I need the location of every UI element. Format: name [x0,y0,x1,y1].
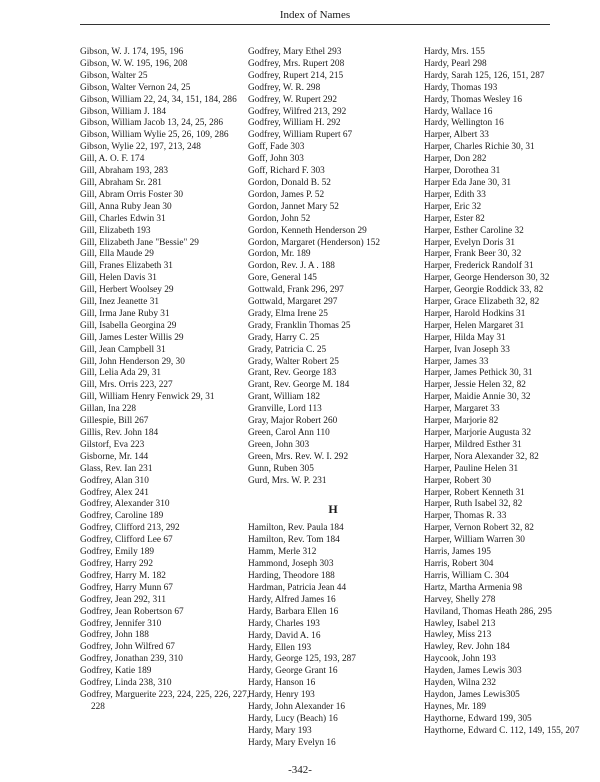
index-entry: Gordon, Margaret (Henderson) 152 [248,237,381,248]
header-rule [80,24,550,25]
index-entry: Harper, Mildred Esther 31 [424,439,522,450]
index-entry: Harper, Ester 82 [424,213,485,224]
index-column-1 [80,47,250,714]
index-entry: Granville, Lord 113 [248,404,322,415]
index-entry: Harper, George Henderson 30, 32 [424,273,550,284]
index-entry: Godfrey, Harry Munn 67 [80,582,173,593]
index-entry: Gibson, Walter Vernon 24, 25 [80,82,191,93]
index-entry: Gill, Ella Maude 29 [80,249,154,260]
index-entry: Harvey, Shelly 278 [424,594,496,605]
index-entry: Godfrey, Katie 189 [80,666,152,677]
index-entry: Harper, Helen Margaret 31 [424,320,525,331]
index-entry: Gore, General 145 [248,273,317,284]
index-entry: Godfrey, Rupert 214, 215 [248,70,344,81]
index-entry: Gibson, Wylie 22, 197, 213, 248 [80,142,201,153]
index-entry: Grady, Walter Robert 25 [248,356,339,367]
index-entry: Godfrey, William Rupert 67 [248,130,353,141]
index-entry: Harper, Nora Alexander 32, 82 [424,451,539,462]
index-entry: Godfrey, Jean Robertson 67 [80,606,184,617]
index-entry: Haviland, Thomas Heath 286, 295 [424,606,552,617]
index-entry: Glass, Rev. Ian 231 [80,463,153,474]
index-entry: Harper, Evelyn Doris 31 [424,237,516,248]
index-entry: Haycook, John 193 [424,654,497,665]
index-entry: Godfrey, Jean 292, 311 [80,594,167,605]
index-entry: Hardy, Sarah 125, 126, 151, 287 [424,70,545,81]
index-entry: Harper, Jessie Helen 32, 82 [424,380,526,391]
index-entry: Gunn, Ruben 305 [248,463,314,474]
index-entry: Gill, Irma Jane Ruby 31 [80,308,170,319]
index-entry: Godfrey, Clifford 213, 292 [80,523,180,534]
index-entry: Green, Carol Ann 110 [248,428,330,438]
index-entry: Gibson, William J. 184 [80,106,166,117]
index-entry: Hamilton, Rev. Tom 184 [248,535,340,546]
index-entry: Harper, Ivan Joseph 33 [424,344,510,355]
index-entry: Gill, Herbert Woolsey 29 [80,285,174,296]
index-entry: Harper, Vernon Robert 32, 82 [424,523,534,534]
index-column-2 [248,47,418,750]
index-entry: Godfrey, Marguerite 223, 224, 225, 226, 227, 228 [80,689,250,712]
index-entry: Gordon, John 52 [248,213,311,224]
index-entry: Hardy, George Grant 16 [248,666,338,677]
index-entry: Hardy, Mary 193 [248,725,312,736]
index-entry: Gill, A. O. F. 174 [80,154,145,165]
index-entry: Grant, William 182 [248,392,321,403]
index-entry: Gottwald, Frank 296, 297 [248,285,344,296]
index-entry: Harper, Frederick Randolf 31 [424,261,534,272]
index-entry: Gill, Isabella Georgina 29 [80,320,177,331]
index-entry: Harris, Robert 304 [424,558,494,569]
index-entry: Godfrey, Caroline 189 [80,511,164,522]
index-entry: Harris, William C. 304 [424,570,509,581]
index-entry: Hardy, John Alexander 16 [248,702,345,713]
index-entry: Hartz, Martha Armenia 98 [424,582,523,593]
index-entry: Harper, Edith 33 [424,189,486,200]
index-entry: Hardy, Alfred James 16 [248,594,336,605]
index-entry: Godfrey, William H. 292 [248,118,341,129]
index-entry: Hamm, Merle 312 [248,547,317,558]
index-entry: Gill, William Henry Fenwick 29, 31 [80,392,215,403]
index-entry: Gill, Inez Jeanette 31 [80,297,159,308]
index-entry: Gisborne, Mr. 144 [80,451,149,462]
index-entry: Hammond, Joseph 303 [248,559,334,570]
index-entry: Godfrey, Emily 189 [80,547,155,558]
index-entry: Harper, Margaret 33 [424,404,500,415]
index-entry: Hardy, Henry 193 [248,690,315,701]
index-entry: Harper Eda Jane 30, 31 [424,177,511,188]
index-entry: Gill, Anna Ruby Jean 30 [80,201,172,212]
index-entry: Green, John 303 [248,439,310,450]
index-entry: Hardy, Thomas Wesley 16 [424,94,522,105]
index-entry: Harper, Dorothea 31 [424,166,501,177]
index-entry: Godfrey, W. Rupert 292 [248,94,337,105]
index-entry: Gibson, William Jacob 13, 24, 25, 286 [80,118,224,129]
index-entry: Harper, Marjorie Augusta 32 [424,428,532,438]
index-entry: Godfrey, Clifford Lee 67 [80,535,173,546]
index-entry: Haythorne, Edward 199, 305 [424,713,532,724]
index-entry: Harper, Hilda May 31 [424,332,506,343]
index-entry: Harper, Don 282 [424,154,487,165]
index-entry: Hardy, Lucy (Beach) 16 [248,713,338,724]
index-entry: Harper, Esther Caroline 32 [424,225,524,236]
index-entry: Harper, Maidie Annie 30, 32 [424,392,531,403]
index-entry: Godfrey, W. R. 298 [248,82,321,93]
index-entry: Gibson, William Wylie 25, 26, 109, 286 [80,130,229,141]
index-entry: Hawley, Rev. John 184 [424,642,510,653]
index-entry: Hardy, Wellington 16 [424,118,504,129]
index-entry: Gill, Elizabeth 193 [80,225,151,236]
index-entry: Hawley, Miss 213 [424,630,492,641]
index-entry: Grant, Rev. George M. 184 [248,380,350,391]
index-entry: Goff, John 303 [248,154,304,165]
index-entry: Hardy, Barbara Ellen 16 [248,606,339,617]
index-entry: Hardy, David A. 16 [248,630,321,641]
index-entry: Grady, Patricia C. 25 [248,344,327,355]
index-entry: Harper, Charles Richie 30, 31 [424,142,535,153]
index-entry: Harper, Marjorie 82 [424,416,499,427]
index-entry: Godfrey, Harry M. 182 [80,570,166,581]
index-entry: Harper, Georgie Roddick 33, 82 [424,285,544,296]
index-entry: Godfrey, Jonathan 239, 310 [80,654,183,665]
index-entry: Harper, William Warren 30 [424,535,525,546]
index-entry: Godfrey, Wilfred 213, 292 [248,106,347,117]
index-entry: Harper, Robert Kenneth 31 [424,487,525,498]
index-entry: Hardy, Thomas 193 [424,82,498,93]
index-entry: Gordon, Rev. J. A . 188 [248,261,335,272]
index-entry: Hardy, Wallace 16 [424,106,493,117]
index-entry: Grady, Harry C. 25 [248,332,320,343]
index-entry: Harper, Pauline Helen 31 [424,463,519,474]
index-entry: Godfrey, Alexander 310 [80,499,170,510]
index-entry: Gordon, James P. 52 [248,189,325,200]
index-entry: Godfrey, Alex 241 [80,487,149,498]
index-entry: Gill, Lelia Ada 29, 31 [80,368,162,379]
index-entry: Hayden, Wilna 232 [424,678,497,689]
index-entry: Hardy, Charles 193 [248,618,320,629]
index-entry: Hardman, Patricia Jean 44 [248,582,347,593]
index-entry: Gray, Major Robert 260 [248,416,338,427]
index-entry: Hardy, Ellen 193 [248,642,312,653]
index-entry: Gill, Mrs. Orris 223, 227 [80,380,173,391]
section-letter: H [328,501,338,516]
index-entry: Gibson, W. W. 195, 196, 208 [80,58,188,69]
index-entry: Gillan, Ina 228 [80,404,137,415]
index-entry: Harper, Harold Hodkins 31 [424,308,526,319]
page-header: Index of Names [279,9,351,21]
index-entry: Gill, Abraham 193, 283 [80,166,169,177]
index-entry: Haynes, Mr. 189 [424,701,486,712]
index-entry: Hardy, Hanson 16 [248,678,316,689]
index-entry: Gill, Jean Campbell 31 [80,344,166,355]
index-entry: Gibson, W. J. 174, 195, 196 [80,47,184,57]
index-entry: Harper, Grace Elizabeth 32, 82 [424,297,540,308]
index-entry: Gurd, Mrs. W. P. 231 [248,475,327,486]
index-entry: Grady, Elma Irene 25 [248,308,328,319]
index-entry: Godfrey, Alan 310 [80,475,149,486]
index-entry: Gordon, Donald B. 52 [248,177,331,188]
index-entry: Harper, Ruth Isabel 32, 82 [424,499,523,510]
index-entry: Harper, Thomas R. 33 [424,511,507,522]
index-entry: Grady, Franklin Thomas 25 [248,320,351,331]
index-entry: Godfrey, John 188 [80,630,149,641]
index-entry: Hardy, Pearl 298 [424,58,487,69]
index-entry: Gill, James Lester Willis 29 [80,332,184,343]
index-entry: Goff, Fade 303 [248,142,305,153]
index-entry: Harper, Albert 33 [424,130,489,141]
index-entry: Godfrey, Harry 292 [80,558,153,569]
index-entry: Gill, Abram Orris Foster 30 [80,189,184,200]
index-entry: Harper, James 33 [424,356,489,367]
index-entry: Godfrey, Mary Ethel 293 [248,47,342,57]
index-entry: Hamilton, Rev. Paula 184 [248,523,344,534]
index-entry: Haythorne, Edward C. 112, 149, 155, 207 [424,725,580,736]
index-entry: Harper, Robert 30 [424,475,492,486]
index-entry: Gordon, Mr. 189 [248,249,311,260]
index-entry: Haydon, James Lewis305 [424,689,520,700]
page-number: -342- [288,764,312,776]
index-entry: Harper, Frank Beer 30, 32 [424,249,522,260]
index-entry: Gottwald, Margaret 297 [248,297,338,308]
index-entry: Godfrey, John Wilfred 67 [80,642,175,653]
index-entry: Hardy, George 125, 193, 287 [248,654,356,665]
index-entry: Gillis, Rev. John 184 [80,428,159,438]
index-entry: Gill, Helen Davis 31 [80,273,157,284]
index-entry: Gill, Elizabeth Jane "Bessie" 29 [80,237,199,248]
index-entry: Gordon, Kenneth Henderson 29 [248,225,367,236]
index-entry: Harris, James 195 [424,547,491,558]
index-entry: Hawley, Isabel 213 [424,618,496,629]
index-entry: Gill, Charles Edwin 31 [80,213,166,224]
index-entry: Hayden, James Lewis 303 [424,666,522,677]
index-entry: Grant, Rev. George 183 [248,368,337,379]
index-entry: Harper, James Pethick 30, 31 [424,368,533,379]
index-entry: Gibson, William 22, 24, 34, 151, 184, 286 [80,94,237,105]
index-entry: Harper, Eric 32 [424,201,482,212]
index-entry: Godfrey, Jennifer 310 [80,618,162,629]
index-entry: Gilstorf, Eva 223 [80,439,145,450]
index-entry: Gill, John Henderson 29, 30 [80,356,185,367]
index-entry: Gordon, Jannet Mary 52 [248,201,339,212]
index-entry: Hardy, Mary Evelyn 16 [248,737,336,748]
index-entry: Godfrey, Mrs. Rupert 208 [248,58,345,69]
index-entry: Goff, Richard F. 303 [248,166,325,177]
index-entry: Gibson, Walter 25 [80,70,148,81]
index-entry: Hardy, Mrs. 155 [424,47,485,57]
index-entry: Green, Mrs. Rev. W. I. 292 [248,451,349,462]
index-entry: Gill, Franes Elizabeth 31 [80,261,173,272]
index-entry: Harding, Theodore 188 [248,571,335,582]
index-entry: Gillespie, Bill 267 [80,416,149,427]
index-column-3 [424,47,594,738]
index-entry: Godfrey, Linda 238, 310 [80,678,172,689]
index-entry: Gill, Abraham Sr. 281 [80,177,162,188]
